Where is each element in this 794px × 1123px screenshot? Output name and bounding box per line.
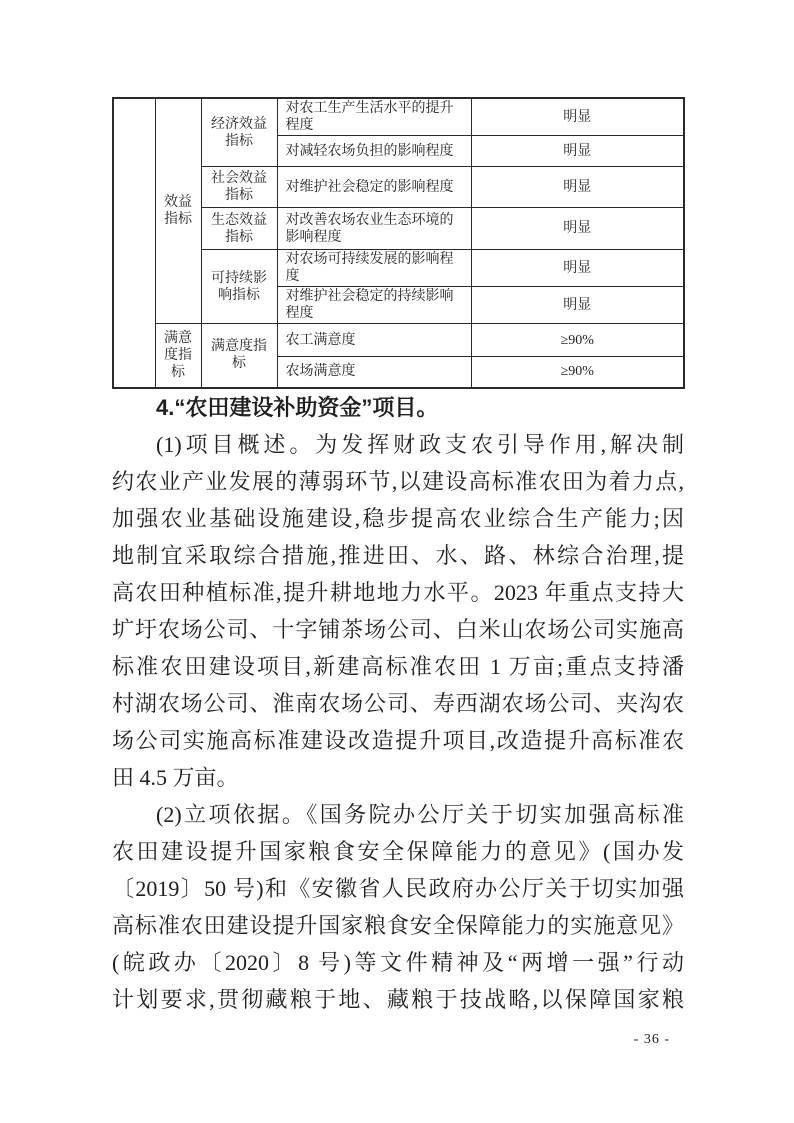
table-row: [113, 324, 684, 357]
table-row: [113, 98, 684, 136]
table-cell-satisfaction-group: 满意度指标: [155, 324, 201, 388]
table-cell-value: ≥90%: [471, 324, 684, 357]
table-cell-benefit-group: 效益指标: [155, 98, 201, 324]
table-cell-value: 明显: [471, 208, 684, 250]
table-cell-value: 明显: [471, 167, 684, 208]
table-cell-satisfaction-subgroup: 满意度指标: [201, 324, 277, 388]
paragraph-2-line: 高标准农田建设提升国家粮食安全保障能力的实施意见》: [112, 913, 684, 938]
table-cell-value: 明显: [471, 98, 684, 136]
paragraph-1-line: 村湖农场公司、淮南农场公司、寿西湖农场公司、夹沟农: [112, 691, 684, 716]
table-cell-value: 明显: [471, 250, 684, 287]
paragraph-1-line: 标准农田建设项目,新建高标准农田 1 万亩;重点支持潘: [112, 654, 684, 679]
table-cell-indicator: 农场满意度: [277, 357, 471, 388]
paragraph-1-line: 约农业产业发展的薄弱环节,以建设高标准农田为着力点,: [112, 469, 684, 494]
table-cell-economic-subgroup: 经济效益指标: [201, 98, 277, 167]
table-cell-value: 明显: [471, 136, 684, 167]
paragraph-1-line: 场公司实施高标准建设改造提升项目,改造提升高标准农: [112, 728, 684, 753]
table-cell-value: 明显: [471, 287, 684, 324]
table-cell-indicator: 对减轻农场负担的影响程度: [277, 136, 471, 167]
document-body: [112, 389, 684, 1018]
paragraph-1-line: 田 4.5 万亩。: [112, 765, 239, 790]
paragraph-2-line: (皖政办〔2020〕8 号)等文件精神及“两增一强”行动: [112, 950, 684, 975]
indicator-table: [112, 97, 685, 389]
paragraph-1-line: 加强农业基础设施建设,稳步提高农业综合生产能力;因: [112, 506, 684, 531]
paragraph-2-line: 计划要求,贯彻藏粮于地、藏粮于技战略,以保障国家粮: [112, 987, 684, 1012]
paragraph-1-line: 高农田种植标准,提升耕地地力水平。2023 年重点支持大: [112, 580, 684, 605]
table-cell-indicator: 对改善农场农业生态环境的影响程度: [277, 208, 471, 250]
table-cell-left-spanner: [113, 98, 155, 388]
table-cell-value: ≥90%: [471, 357, 684, 388]
table-cell-indicator: 对维护社会稳定的持续影响程度: [277, 287, 471, 324]
paragraph-2-line: (2)立项依据。《国务院办公厅关于切实加强高标准: [156, 802, 684, 827]
table-cell-indicator: 对维护社会稳定的影响程度: [277, 167, 471, 208]
table-cell-indicator: 对农场可持续发展的影响程度: [277, 250, 471, 287]
table-cell-sustainable-subgroup: 可持续影响指标: [201, 250, 277, 324]
table-cell-social-subgroup: 社会效益指标: [201, 167, 277, 208]
table-cell-indicator: 对农工生产生活水平的提升程度: [277, 98, 471, 136]
paragraph-1-line: 地制宜采取综合措施,推进田、水、路、林综合治理,提: [112, 543, 684, 568]
paragraph-2-line: 〔2019〕50 号)和《安徽省人民政府办公厅关于切实加强: [112, 876, 684, 901]
table-cell-indicator: 农工满意度: [277, 324, 471, 357]
paragraph-1-line: 圹圩农场公司、十字铺茶场公司、白米山农场公司实施高: [112, 617, 684, 642]
section-heading: 4.“农田建设补助资金”项目。: [156, 395, 439, 420]
paragraph-2-line: 农田建设提升国家粮食安全保障能力的意见》(国办发: [112, 839, 684, 864]
paragraph-1-line: (1)项目概述。为发挥财政支农引导作用,解决制: [156, 432, 684, 457]
page-number: - 36 -: [633, 1032, 670, 1047]
table-cell-ecological-subgroup: 生态效益指标: [201, 208, 277, 250]
